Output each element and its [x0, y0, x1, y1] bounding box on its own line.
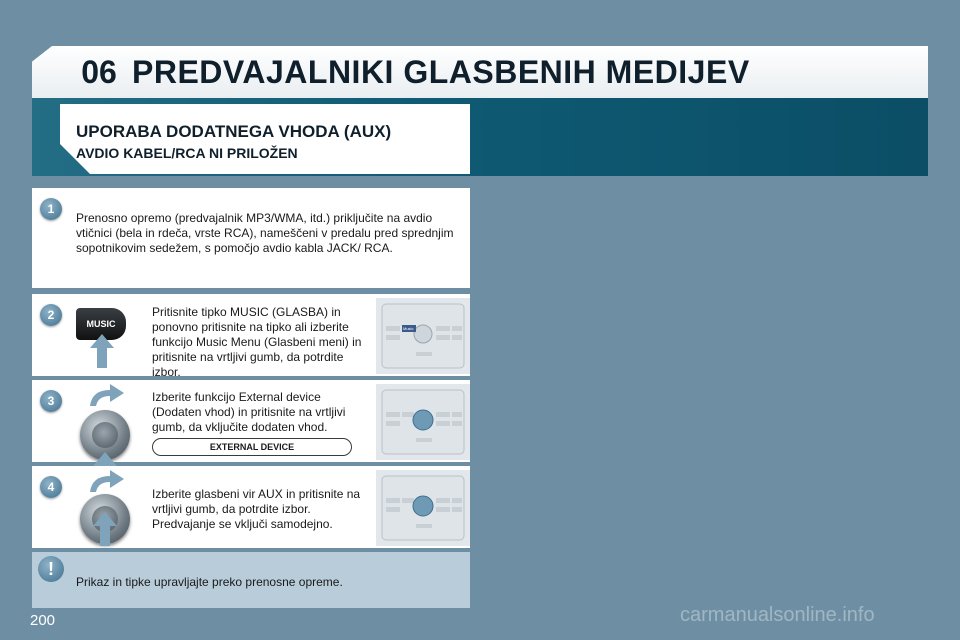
step-1-number: 1	[40, 198, 62, 220]
chapter-title: PREDVAJALNIKI GLASBENIH MEDIJEV	[132, 54, 750, 90]
radio-panel-knob	[376, 470, 470, 546]
step-3-text: Izberite funkcijo External device (Dodaten vhod) in pritisnite na vrtljivi gumb, da vključite dodaten vhod.	[152, 390, 346, 434]
radio-panel-music	[376, 298, 470, 374]
radio-panel-drawing	[376, 298, 470, 374]
turn-arrow-icon	[86, 382, 126, 408]
step-4-number: 4	[40, 476, 62, 498]
section-title: UPORABA DODATNEGA VHODA (AUX)	[76, 122, 392, 141]
radio-panel-knob	[376, 384, 470, 460]
external-device-display: EXTERNAL DEVICE	[152, 438, 352, 456]
step-2-text: Pritisnite tipko MUSIC (GLASBA) in ponovno pritisnite na tipko ali izberite funkcijo Music Menu (Glasbeni meni) in pritisnite na vrtljivi gumb, da potrdite izbor.	[152, 305, 362, 379]
chapter-number: 06	[81, 54, 117, 90]
step-3-number: 3	[40, 390, 62, 412]
step-1-text: Prenosno opremo (predvajalnik MP3/WMA, itd.) priključite na avdio vtičnici (bela in rdeča, vrste RCA), nameščeni v predalu pred sprednjim sopotnikovim sedežem, s pomočjo avdio kabla JACK/ RCA.	[76, 211, 454, 255]
radio-panel-drawing	[376, 470, 470, 546]
page-number: 200	[30, 612, 56, 629]
note-text: Prikaz in tipke upravljajte preko prenosne opreme.	[76, 575, 343, 589]
step-2-number: 2	[40, 304, 62, 326]
radio-panel-drawing	[376, 384, 470, 460]
press-arrow-icon	[93, 512, 117, 546]
press-arrow-icon	[90, 334, 114, 368]
warning-icon: !	[38, 556, 64, 582]
turn-arrow-icon	[86, 468, 126, 494]
step-4-text: Izberite glasbeni vir AUX in pritisnite na vrtljivi gumb, da potrdite izbor. Predvajanje se vključi samodejno.	[152, 487, 361, 531]
section-subtitle: AVDIO KABEL/RCA NI PRILOŽEN	[76, 145, 298, 161]
watermark: carmanualsonline.info	[680, 604, 875, 626]
panel-music-label: Music	[403, 326, 414, 331]
music-button-icon: MUSIC	[76, 308, 126, 340]
